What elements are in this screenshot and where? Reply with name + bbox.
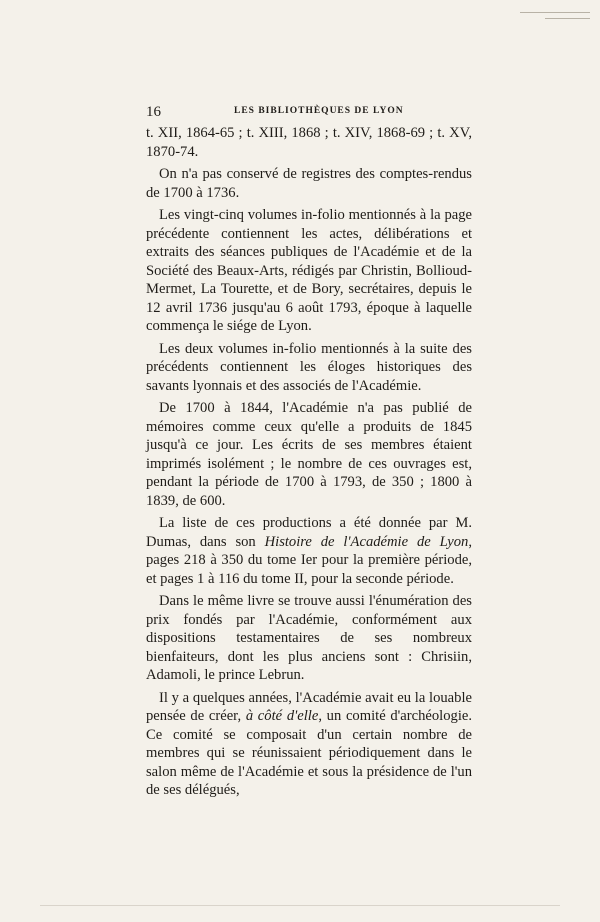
paragraph-2: On n'a pas conservé de registres des comptes-rendus de 1700 à 1736. — [146, 166, 472, 201]
book-title: Histoire de l'Académie de Lyon — [264, 533, 469, 550]
paragraph-6-after: , pages 218 à 350 du tome Ier pour la première période, et pages 1 à 116 du tome II, pour la seconde période. — [146, 533, 472, 587]
paragraph-1: t. XII, 1864-65 ; t. XIII, 1868 ; t. XIV, 1868-69 ; t. XV, 1870-74. — [146, 125, 472, 160]
running-title: LES BIBLIOTHÈQUES DE LYON — [234, 106, 404, 116]
paragraph-6 — [146, 514, 472, 588]
paragraph-3: Les vingt-cinq volumes in-folio mentionnés à la page précédente contiennent les actes, délibérations et extraits des séances publiques de l'Académie et de la Société des Beaux-Arts, rédigés par Christin, Bollioud-Mermet, La Tourette, et de Bory, secrétaires, depuis le 12 avril 1736 jusqu'au 6 août 1793, époque à laquelle commença le siége de Lyon. — [146, 207, 472, 334]
scan-mark-top-right — [520, 12, 590, 13]
page-number: 16 — [146, 104, 161, 120]
scan-mark-top-right-2 — [545, 18, 590, 19]
paragraph-8 — [146, 689, 472, 800]
paragraph-6-before: La liste de ces productions a été donnée par M. Dumas, dans son — [146, 515, 472, 550]
paragraph-7: Dans le même livre se trouve aussi l'énumération des prix fondés par l'Académie, conformément aux dispositions testamentaires de ses nombreux bienfaiteurs, dont les plus anciens sont : Chrisiin, Adamoli, le prince Lebrun. — [146, 593, 472, 683]
paragraph-8-before: Il y a quelques années, l'Académie avait eu la louable pensée de créer, — [146, 689, 472, 724]
emphasis-phrase: à côté d'elle — [245, 708, 319, 724]
paragraph-5: De 1700 à 1844, l'Académie n'a pas publié de mémoires comme ceux qu'elle a produits de 1845 jusqu'à ce jour. Les écrits de ses membres étaient imprimés isolément ; le nombre de ces ouvrages est, pendant la période de 1700 à 1793, de 350 ; 1800 à 1839, de 600. — [146, 400, 472, 509]
page-header — [146, 104, 472, 124]
paragraph-8-after: , un comité d'archéologie. Ce comité se composait d'un certain nombre de membres qui se réunissaient périodiquement dans le salon même de l'Académie et sous la présidence de l'un de ses délégués, — [146, 708, 473, 798]
paragraph-4: Les deux volumes in-folio mentionnés à la suite des précédents contiennent les éloges historiques des savants lyonnais et des associés de l'Académie. — [146, 340, 472, 394]
scan-mark-bottom — [40, 905, 560, 906]
body-text — [146, 124, 472, 800]
